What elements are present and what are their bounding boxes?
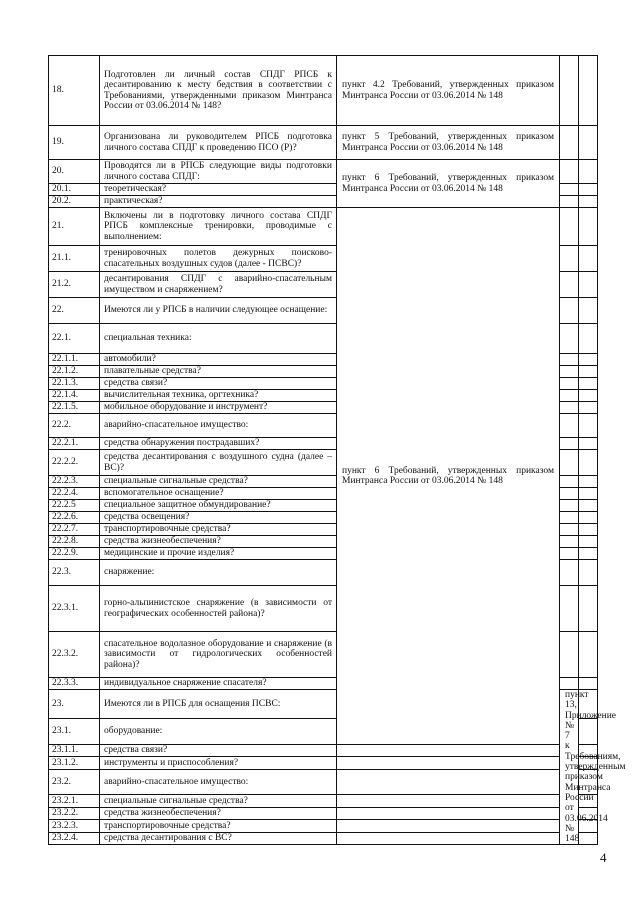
item-number: 23.1.2. <box>49 757 100 770</box>
item-number: 18. <box>49 56 100 126</box>
question-text: специальные сигнальные средства? <box>100 795 337 808</box>
answer-yes-cell[interactable] <box>560 272 579 298</box>
answer-no-cell[interactable] <box>579 476 598 488</box>
item-number: 23.2.4. <box>49 832 100 845</box>
answer-yes-cell[interactable] <box>560 354 579 366</box>
answer-yes-cell[interactable] <box>337 807 560 820</box>
item-number: 22.2.3. <box>49 476 100 488</box>
question-text: тренировочных полетов дежурных поисково-спасательных воздушных судов (далее - ПСВС)? <box>100 246 337 272</box>
legal-basis-cell: пункт 4.2 Требований, утвержденных приказом Минтранса России от 03.06.2014 № 148 <box>337 56 560 126</box>
question-text: автомобили? <box>100 354 337 366</box>
item-number: 19. <box>49 126 100 160</box>
table-row <box>49 757 598 770</box>
item-number: 22.2.6. <box>49 512 100 524</box>
answer-yes-cell[interactable] <box>560 476 579 488</box>
answer-yes-cell[interactable] <box>560 500 579 512</box>
question-text: плавательные средства? <box>100 366 337 378</box>
answer-no-cell[interactable] <box>579 378 598 390</box>
question-text: вспомогательное оснащение? <box>100 488 337 500</box>
answer-yes-cell[interactable] <box>560 536 579 548</box>
answer-no-cell[interactable] <box>579 536 598 548</box>
question-text: Подготовлен ли личный состав СПДГ РПСБ к десантированию к месту бедствия в соответствии с Требованиями, утвержденными приказом Минтранса России от 03.06.2014 № 148? <box>100 56 337 126</box>
checklist-table-body <box>49 56 626 845</box>
answer-yes-cell[interactable] <box>337 795 560 808</box>
question-text: специальная техника: <box>100 324 337 354</box>
item-number: 22.3. <box>49 560 100 586</box>
answer-yes-cell[interactable] <box>560 524 579 536</box>
question-text: средства обнаружения пострадавших? <box>100 438 337 450</box>
table-row <box>49 769 598 794</box>
answer-no-cell[interactable] <box>579 56 598 126</box>
question-text: теоретическая? <box>100 184 337 196</box>
item-number: 22.1.2. <box>49 366 100 378</box>
answer-yes-cell[interactable] <box>560 378 579 390</box>
answer-no-cell[interactable] <box>579 438 598 450</box>
answer-no-cell[interactable] <box>579 548 598 560</box>
item-number: 22.2.9. <box>49 548 100 560</box>
item-number: 23.2.3. <box>49 820 100 833</box>
answer-no-cell[interactable] <box>579 632 598 678</box>
item-number: 23.2.1. <box>49 795 100 808</box>
question-text: оборудование: <box>100 719 337 744</box>
item-number: 20. <box>49 160 100 184</box>
answer-yes-cell[interactable] <box>560 126 579 160</box>
table-row <box>49 160 598 184</box>
answer-no-cell[interactable] <box>579 184 598 196</box>
question-text: Проводятся ли в РПСБ следующие виды подготовки личного состава СПДГ: <box>100 160 337 184</box>
table-row <box>49 820 598 833</box>
page-number: 4 <box>600 850 607 865</box>
answer-no-cell[interactable] <box>579 160 598 184</box>
answer-no-cell[interactable] <box>579 402 598 414</box>
answer-yes-cell[interactable] <box>560 488 579 500</box>
answer-no-cell[interactable] <box>579 196 598 208</box>
item-number: 22.3.2. <box>49 632 100 678</box>
question-text: инструменты и приспособления? <box>100 757 337 770</box>
answer-yes-cell[interactable] <box>560 414 579 438</box>
answer-no-cell[interactable] <box>579 272 598 298</box>
answer-no-cell[interactable] <box>579 832 598 845</box>
question-text: Включены ли в подготовку личного состава СПДГ РПСБ комплексные тренировки, проводимые с выполнением: <box>100 208 337 246</box>
legal-basis-cell: пункт 5 Требований, утвержденных приказом Минтранса России от 03.06.2014 № 148 <box>337 126 560 160</box>
table-row <box>49 126 598 160</box>
answer-yes-cell[interactable] <box>337 832 560 845</box>
item-number: 22.3.3. <box>49 678 100 690</box>
answer-no-cell[interactable] <box>579 390 598 402</box>
legal-basis-cell: пункт 6 Требований, утвержденных приказом Минтранса России от 03.06.2014 № 148 <box>337 208 560 745</box>
question-text: Организована ли руководителем РПСБ подготовка личного состава СПДГ к проведению ПСО (Р)? <box>100 126 337 160</box>
answer-yes-cell[interactable] <box>560 402 579 414</box>
item-number: 20.2. <box>49 196 100 208</box>
table-row <box>49 56 598 126</box>
answer-no-cell[interactable] <box>579 354 598 366</box>
checklist-table <box>48 55 626 845</box>
table-row <box>49 832 598 845</box>
question-text: Имеются ли у РПСБ в наличии следующее оснащение: <box>100 298 337 324</box>
answer-no-cell[interactable] <box>579 500 598 512</box>
table-row <box>49 807 598 820</box>
question-text: средства десантирования с воздушного судна (далее – ВС)? <box>100 450 337 476</box>
item-number: 22.2.7. <box>49 524 100 536</box>
answer-yes-cell[interactable] <box>560 196 579 208</box>
question-text: средства жизнеобеспечения? <box>100 536 337 548</box>
answer-no-cell[interactable] <box>579 450 598 476</box>
question-text: средства освещения? <box>100 512 337 524</box>
item-number: 22.2.2. <box>49 450 100 476</box>
item-number: 22.1.4. <box>49 390 100 402</box>
answer-no-cell[interactable] <box>579 126 598 160</box>
answer-yes-cell[interactable] <box>560 586 579 632</box>
answer-yes-cell[interactable] <box>560 512 579 524</box>
item-number: 21. <box>49 208 100 246</box>
item-number: 23.2.2. <box>49 807 100 820</box>
question-text: специальное защитное обмундирование? <box>100 500 337 512</box>
question-text: аварийно-спасательное имущество: <box>100 414 337 438</box>
answer-yes-cell[interactable] <box>560 678 579 690</box>
question-text: практическая? <box>100 196 337 208</box>
question-text: индивидуальное снаряжение спасателя? <box>100 678 337 690</box>
answer-yes-cell[interactable] <box>560 438 579 450</box>
question-text: снаряжение: <box>100 560 337 586</box>
question-text: средства связи? <box>100 378 337 390</box>
answer-yes-cell[interactable] <box>560 160 579 184</box>
question-text: десантирования СПДГ с аварийно-спасательным имуществом и снаряжением? <box>100 272 337 298</box>
item-number: 23.2. <box>49 769 100 794</box>
answer-yes-cell[interactable] <box>337 744 560 757</box>
answer-no-cell[interactable] <box>579 366 598 378</box>
item-number: 22.2.4. <box>49 488 100 500</box>
answer-no-cell[interactable] <box>579 324 598 354</box>
item-number: 20.1. <box>49 184 100 196</box>
table-row <box>49 744 598 757</box>
legal-basis-cell: пункт 6 Требований, утвержденных приказом Минтранса России от 03.06.2014 № 148 <box>337 160 560 208</box>
answer-no-cell[interactable] <box>579 560 598 586</box>
item-number: 22.2.8. <box>49 536 100 548</box>
item-number: 23.1. <box>49 719 100 744</box>
answer-no-cell[interactable] <box>579 414 598 438</box>
answer-yes-cell[interactable] <box>560 560 579 586</box>
answer-no-cell[interactable] <box>579 208 598 246</box>
question-text: средства десантирования с ВС? <box>100 832 337 845</box>
answer-yes-cell[interactable] <box>560 632 579 678</box>
item-number: 22.2.5 <box>49 500 100 512</box>
answer-yes-cell[interactable] <box>560 450 579 476</box>
item-number: 22.1. <box>49 324 100 354</box>
item-number: 22.1.3. <box>49 378 100 390</box>
answer-yes-cell[interactable] <box>560 390 579 402</box>
answer-yes-cell[interactable] <box>560 324 579 354</box>
question-text: средства связи? <box>100 744 337 757</box>
item-number: 22. <box>49 298 100 324</box>
question-text: специальные сигнальные средства? <box>100 476 337 488</box>
answer-yes-cell[interactable] <box>560 548 579 560</box>
legal-basis-cell: пункт 13, Приложение № 7 к Требованиям, утвержденным приказом Минтранса России от 03.06.2014 № 148 <box>560 690 579 845</box>
question-text: мобильное оборудование и инструмент? <box>100 402 337 414</box>
answer-yes-cell[interactable] <box>560 56 579 126</box>
question-text: транспортировочные средства? <box>100 524 337 536</box>
answer-yes-cell[interactable] <box>579 719 598 744</box>
item-number: 22.3.1. <box>49 586 100 632</box>
answer-no-cell[interactable] <box>579 524 598 536</box>
item-number: 21.2. <box>49 272 100 298</box>
item-number: 23.1.1. <box>49 744 100 757</box>
answer-no-cell[interactable] <box>579 678 598 690</box>
answer-no-cell[interactable] <box>579 586 598 632</box>
question-text: транспортировочные средства? <box>100 820 337 833</box>
answer-yes-cell[interactable] <box>337 769 560 794</box>
answer-yes-cell[interactable] <box>560 184 579 196</box>
question-text: Имеются ли в РПСБ для оснащения ПСВС: <box>100 690 337 719</box>
answer-no-cell[interactable] <box>579 488 598 500</box>
table-row <box>49 208 598 246</box>
question-text: спасательное водолазное оборудование и снаряжение (в зависимости от гидрологических особенностей района)? <box>100 632 337 678</box>
item-number: 22.1.1. <box>49 354 100 366</box>
table-row <box>49 795 598 808</box>
question-text: вычислительная техника, оргтехника? <box>100 390 337 402</box>
question-text: средства жизнеобеспечения? <box>100 807 337 820</box>
answer-no-cell[interactable] <box>579 298 598 324</box>
answer-no-cell[interactable] <box>579 512 598 524</box>
item-number: 22.1.5. <box>49 402 100 414</box>
question-text: медицинские и прочие изделия? <box>100 548 337 560</box>
answer-yes-cell[interactable] <box>560 246 579 272</box>
answer-no-cell[interactable] <box>579 246 598 272</box>
question-text: горно-альпинистское снаряжение (в зависимости от географических особенностей района)? <box>100 586 337 632</box>
answer-yes-cell[interactable] <box>337 820 560 833</box>
answer-yes-cell[interactable] <box>560 208 579 246</box>
item-number: 23. <box>49 690 100 719</box>
answer-yes-cell[interactable] <box>560 298 579 324</box>
item-number: 22.2.1. <box>49 438 100 450</box>
answer-yes-cell[interactable] <box>337 757 560 770</box>
item-number: 21.1. <box>49 246 100 272</box>
question-text: аварийно-спасательное имущество: <box>100 769 337 794</box>
item-number: 22.2. <box>49 414 100 438</box>
answer-yes-cell[interactable] <box>560 366 579 378</box>
